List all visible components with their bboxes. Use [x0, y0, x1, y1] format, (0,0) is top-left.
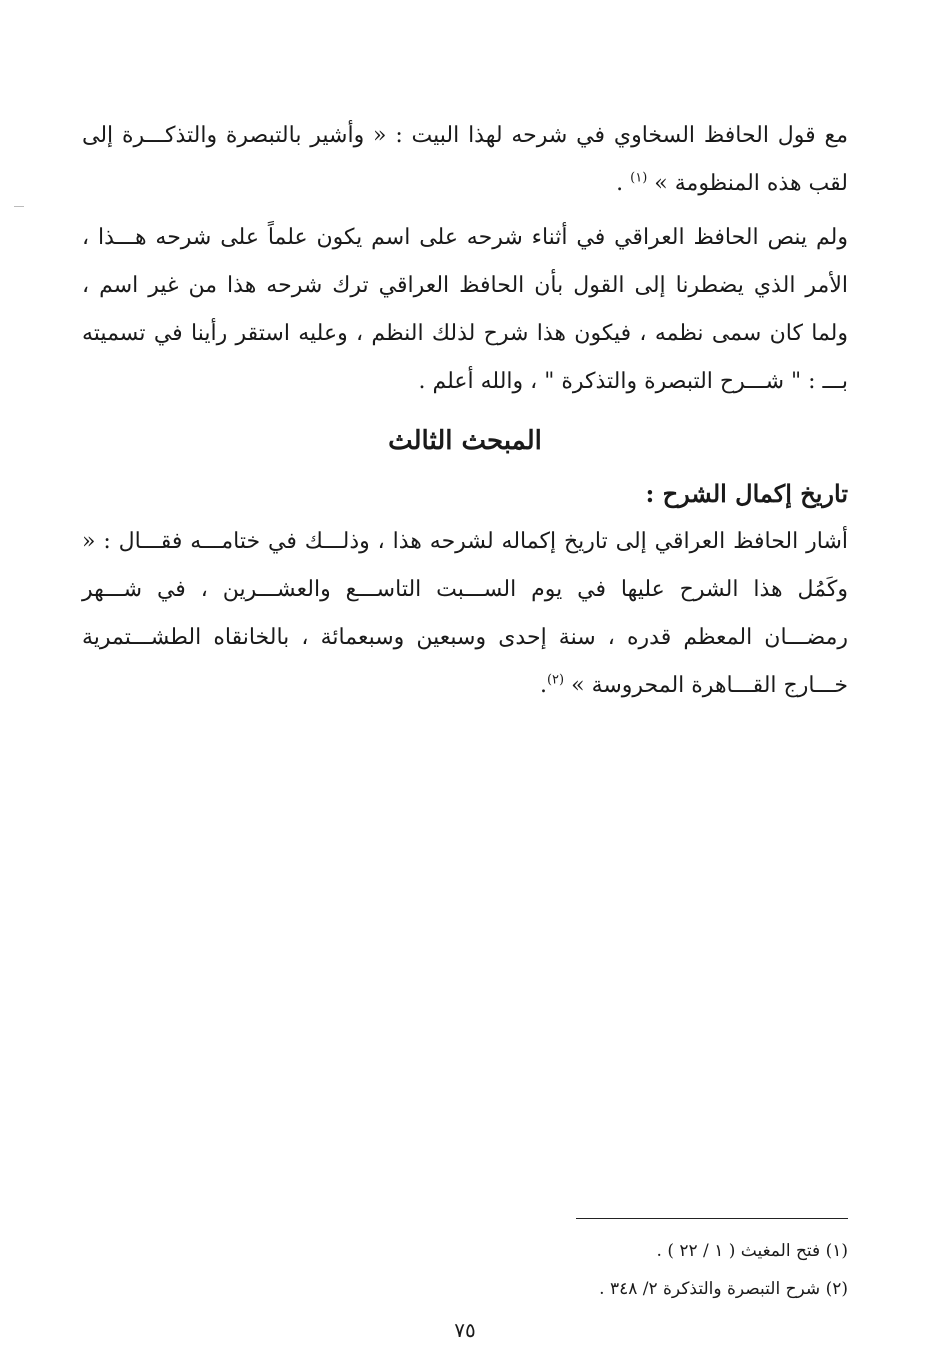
subsection-heading: تاريخ إكمال الشرح :	[645, 479, 848, 508]
footnote-reference-2: (٢)	[546, 672, 565, 688]
paragraph-end: .	[616, 171, 631, 196]
paragraph-sakhawi-quote	[82, 112, 848, 208]
main-text	[82, 112, 848, 710]
footnote-reference-1: (١)	[630, 170, 648, 186]
page-number: ٧٥	[454, 1318, 476, 1342]
margin-mark	[14, 206, 24, 207]
footnote-1: (١) فتح المغيث ( ١ / ٢٢ ) .	[656, 1241, 848, 1261]
paragraph-naming: ولم ينص الحافظ العراقي في أثناء شرحه على اسم يكون علماً على شرحه هـــذا ، الأمر الذي يضطرنا إلى القول بأن الحافظ العراقي ترك شرحه هذا من غير اسم ، ولما كان سمى نظمه ، فيكون هذا شرح لذلك النظم ، وعليه استقر رأينا في تسميته بـــ : " شـــرح التبصرة والتذكرة " ، والله أعلم .	[82, 225, 848, 394]
section-heading: المبحث الثالث	[388, 426, 542, 456]
paragraph-text: أشار الحافظ العراقي إلى تاريخ إكماله لشرحه هذا ، وذلـــك في ختامـــه فقـــال : « وكَمُل هذا الشرح عليها في يوم الســـبت التاســـع والعشـــرين ، في شـــهر رمضـــان المعظم قدره ، سنة إحدى وسبعين وسبعمائة ، بالخانقاه الطشـــتمرية خـــارج القـــاهرة المحروسة »	[82, 529, 848, 698]
footnote-divider	[576, 1218, 848, 1219]
paragraph-end: .	[539, 673, 547, 698]
footnote-2: (٢) شرح التبصرة والتذكرة ٢/ ٣٤٨ .	[599, 1279, 848, 1299]
paragraph-text: مع قول الحافظ السخاوي في شرحه لهذا البيت : « وأشير بالتبصرة والتذكـــرة إلى لقب هذه المنظومة »	[82, 123, 848, 196]
footnotes	[82, 1232, 848, 1308]
paragraph-completion-date	[82, 518, 848, 710]
